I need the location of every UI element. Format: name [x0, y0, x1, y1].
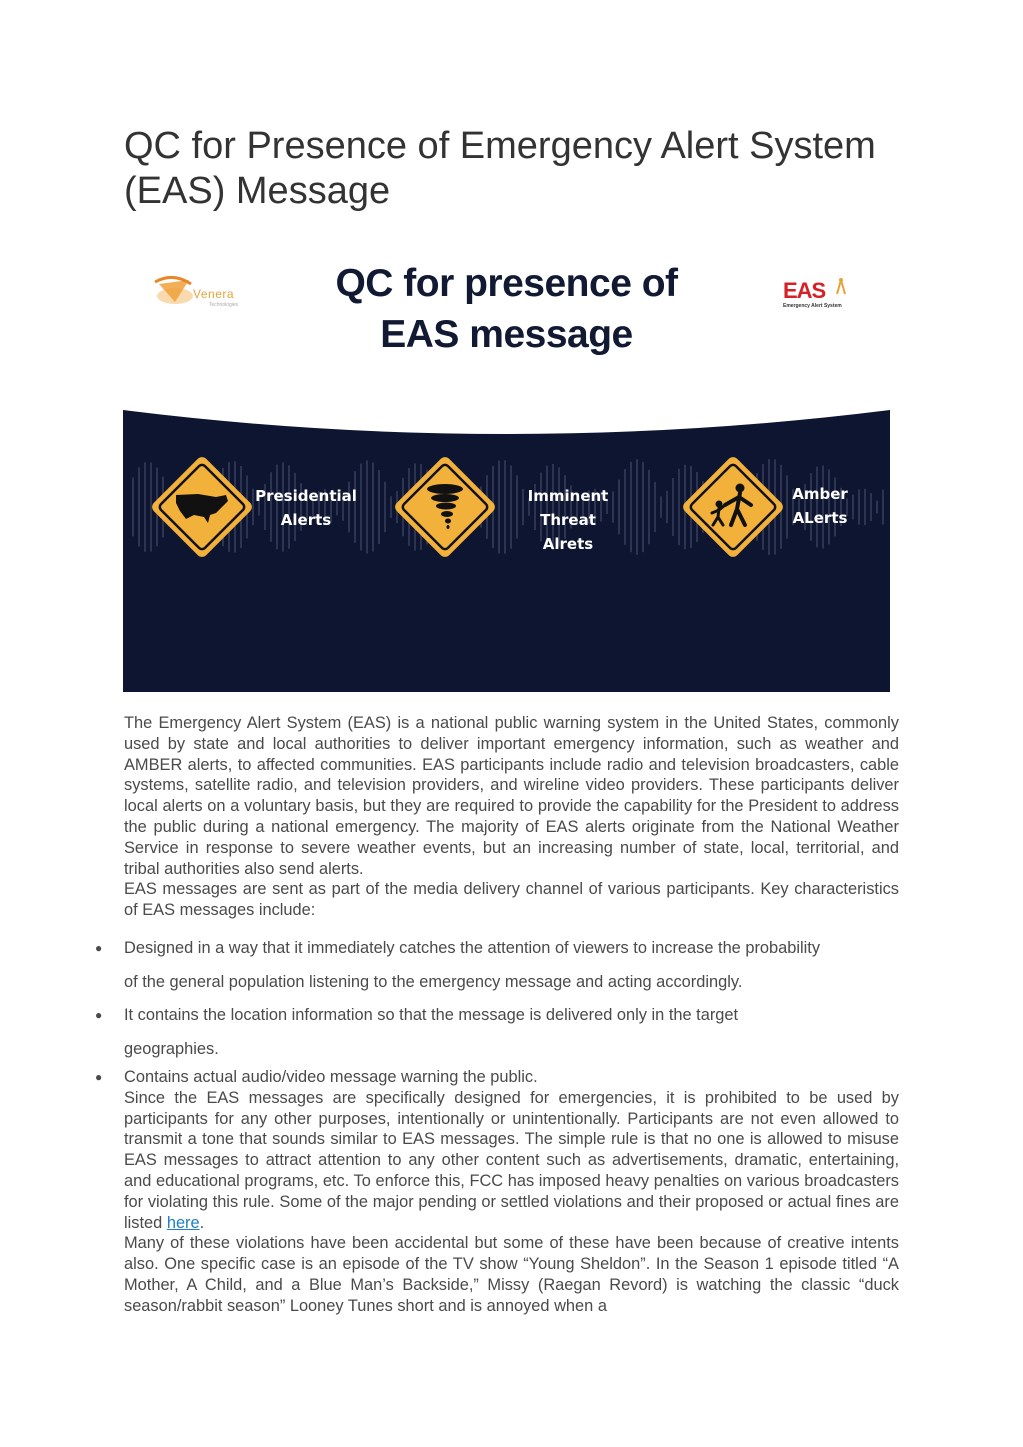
- banner-title-line1: QC for presence of: [335, 262, 678, 305]
- broadcast-tower-icon: [831, 276, 851, 296]
- banner-title-line2: EAS message: [380, 313, 633, 356]
- venera-logo-sub: Technologies: [209, 302, 239, 308]
- list-item: ● It contains the location information so that the message is delivered only in the target geographies.: [124, 999, 899, 1066]
- bullet-3-block: [95, 1067, 899, 1317]
- alert-label-presidential: Presidential Alerts: [255, 487, 357, 529]
- alert-label-amber: Amber ALerts: [792, 485, 848, 527]
- eas-logo-name: EAS: [783, 278, 826, 303]
- eas-logo-sub: Emergency Alert System: [783, 303, 842, 309]
- intro-paragraph-2: EAS messages are sent as part of the media delivery channel of various participants. Key characteristics of EAS messages include:: [124, 880, 899, 919]
- bullet-icon: ●: [95, 1008, 103, 1022]
- intro-paragraph-1: The Emergency Alert System (EAS) is a national public warning system in the United States, commonly used by state and local authorities to deliver important emergency information, such as weather and AMBER alerts, to affected communities. EAS participants include radio and television broadcasters, cable systems, satellite radio, and television providers, and wireline video providers. These participants deliver local alerts on a voluntary basis, but they are required to provide the capability for the President to address the public during a national emergency. The majority of EAS alerts originate from the National Weather Service in response to severe weather events, but an increasing number of state, local, territorial, and tribal authorities also send alerts.: [124, 714, 899, 878]
- characteristics-list: [95, 932, 899, 1066]
- page-title: QC for Presence of Emergency Alert System (EAS) Message: [124, 125, 876, 212]
- bullet-icon: ●: [95, 1070, 103, 1084]
- eas-banner-image: [123, 250, 890, 692]
- venera-logo-name: Venera: [193, 287, 235, 301]
- eas-logo: [779, 276, 859, 316]
- alert-label-imminent-threat: Imminent Threat Alrets: [527, 487, 609, 553]
- list-item: ● Designed in a way that it immediately catches the attention of viewers to increase the probability of the general population listening to the emergency message and acting accordingly.: [124, 932, 899, 999]
- list-item: ● Contains actual audio/video message warning the public.: [95, 1068, 538, 1086]
- bullet-icon: ●: [95, 941, 103, 955]
- violations-link[interactable]: here: [166, 1213, 200, 1232]
- banner-title: [123, 258, 890, 360]
- young-sheldon-paragraph: Many of these violations have been accidental but some of these have been because of creative intents also. One specific case is an episode of the TV show “Young Sheldon”. In the Season 1 episode titled “A Mother, A Child, and a Blue Man’s Backside,” Missy (Raegan Revord) is watching the classic “duck season/rabbit season” Looney Tunes short and is annoyed when a: [124, 1234, 899, 1315]
- prohibition-paragraph: Since the EAS messages are specifically designed for emergencies, it is prohibited to be used by participants for any other purposes, intentionally or unintentionally. Participants are not even allowed to transmit a tone that sounds similar to EAS messages. The simple rule is that no one is allowed to misuse EAS messages to attract attention to any other content such as advertisements, dramatic, entertaining, and educational programs, etc. To enforce this, FCC has imposed heavy penalties on various broadcasters for violating this rule. Some of the major pending or settled violations and their proposed or actual fines are listed here.: [124, 1088, 899, 1232]
